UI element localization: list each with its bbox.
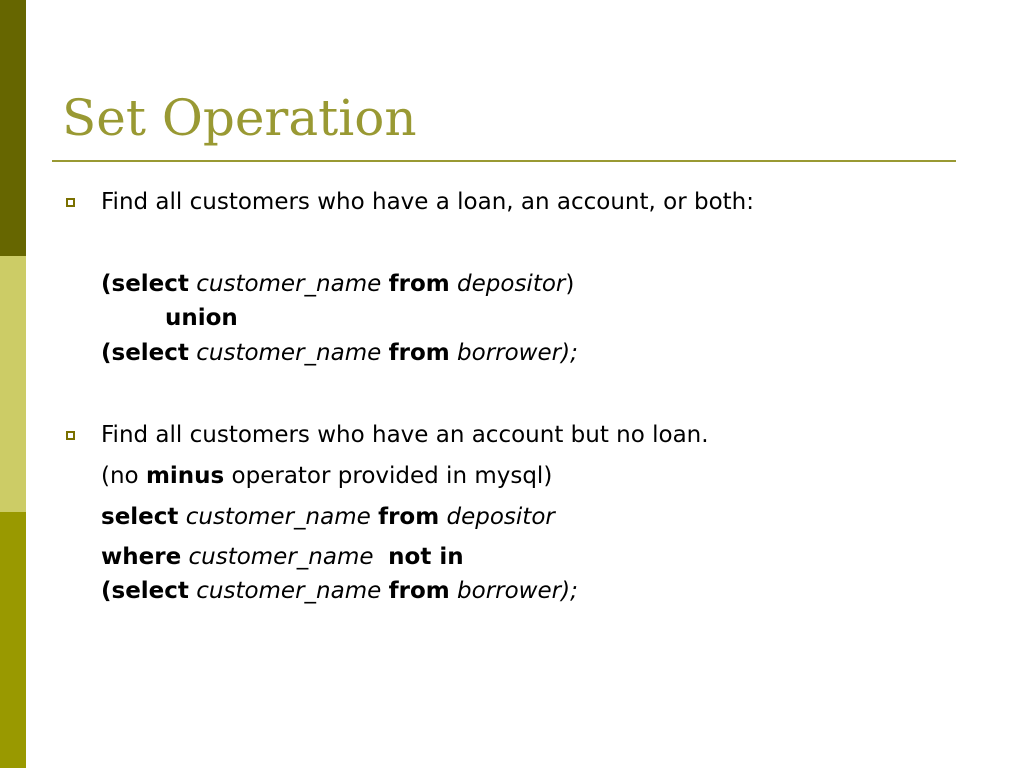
note-text: (no (101, 463, 139, 489)
paren: ) (565, 271, 575, 297)
query-1-line-1 (101, 269, 574, 299)
keyword: from (388, 340, 450, 366)
table-name: depositor (457, 271, 566, 297)
query-2-line-1 (101, 502, 555, 532)
column-name: customer_name (196, 340, 382, 366)
table-name: borrower); (457, 578, 578, 604)
slide-title: Set Operation (62, 89, 417, 147)
keyword: not in (388, 544, 464, 570)
query-2-line-2 (101, 542, 464, 572)
keyword: select (101, 504, 179, 530)
query-1-operator (165, 303, 238, 333)
hollow-square-bullet-icon (66, 431, 75, 440)
column-name: customer_name (196, 271, 382, 297)
hollow-square-bullet-icon (66, 198, 75, 207)
column-name: customer_name (188, 544, 374, 570)
keyword: from (388, 578, 450, 604)
keyword: (select (101, 578, 189, 604)
keyword: union (165, 305, 238, 331)
keyword: minus (145, 463, 225, 489)
column-name: customer_name (185, 504, 371, 530)
query-1-line-2 (101, 338, 578, 368)
sidebar-segment-middle (0, 256, 26, 512)
bullet-1-text: Find all customers who have a loan, an account, or both: (101, 189, 754, 215)
note-text: operator provided in mysql) (231, 463, 553, 489)
keyword: from (388, 271, 450, 297)
bullet-2-text: Find all customers who have an account but no loan. (101, 422, 709, 448)
column-name: customer_name (196, 578, 382, 604)
bullet-2-note (101, 461, 552, 491)
sidebar-segment-bottom (0, 512, 26, 768)
table-name: depositor (446, 504, 555, 530)
query-2-line-3 (101, 576, 578, 606)
keyword: (select (101, 340, 189, 366)
keyword: where (101, 544, 182, 570)
sidebar-segment-top (0, 0, 26, 256)
sidebar-accent (0, 0, 26, 768)
keyword: (select (101, 271, 189, 297)
table-name: borrower); (457, 340, 578, 366)
title-divider (52, 160, 956, 162)
keyword: from (378, 504, 440, 530)
